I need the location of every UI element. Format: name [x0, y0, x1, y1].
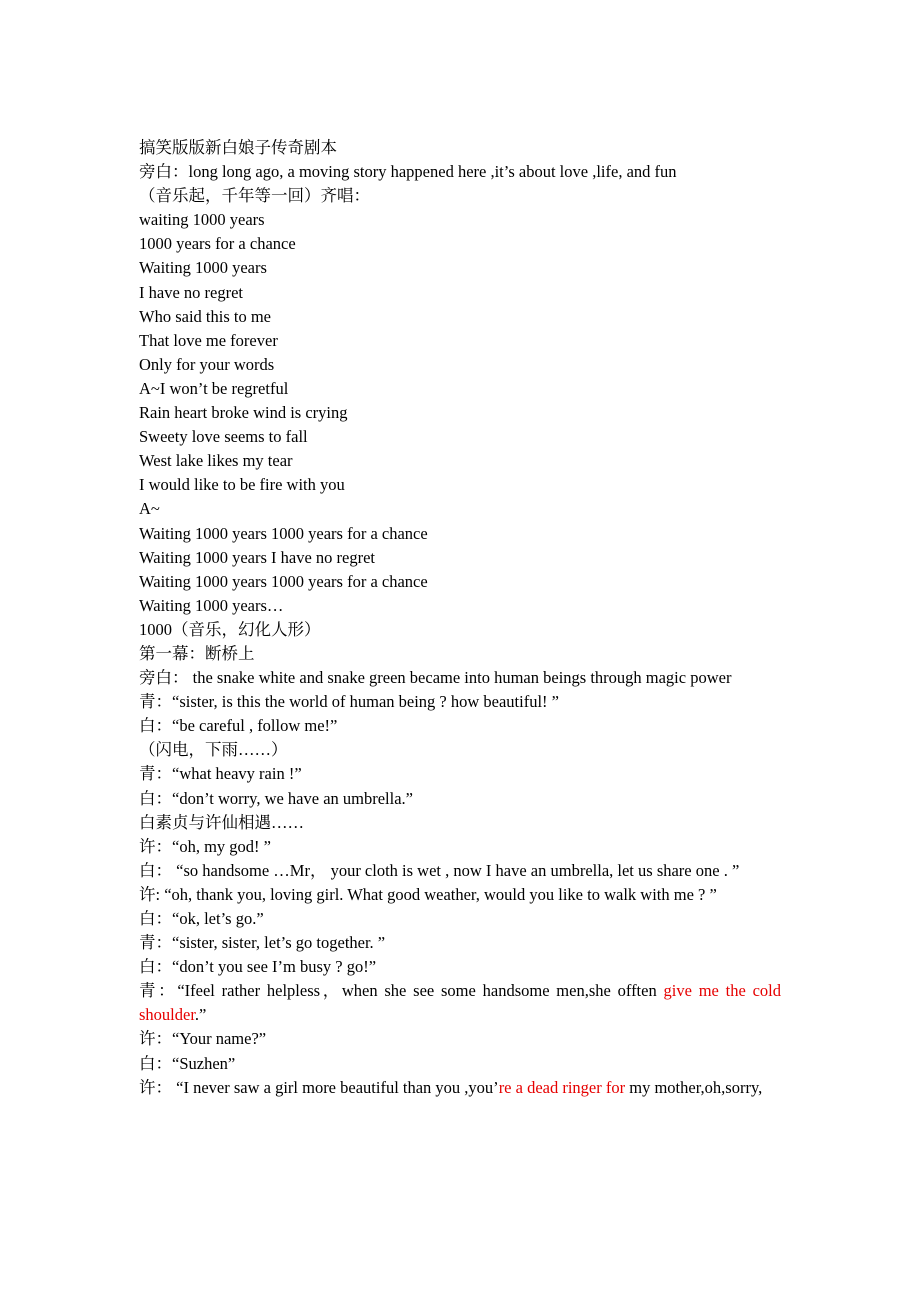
lyric-line: I have no regret	[139, 282, 243, 302]
dialogue-text: 青：“Ifeel rather helpless，when she see some handsome men,she offten	[139, 981, 664, 1001]
narration-paragraph: 旁白： the snake white and snake green became into human beings through magic power	[139, 668, 732, 688]
dialogue-text: my mother,oh,sorry,	[625, 1077, 763, 1097]
text-line: （音乐起，千年等一回）齐唱：	[139, 186, 370, 206]
lyric-line: That love me forever	[139, 330, 278, 350]
lyric-line: Waiting 1000 years…	[139, 595, 284, 615]
dialogue-line: 白：“be careful , follow me!”	[139, 716, 338, 736]
lyric-line: 1000 years for a chance	[139, 234, 296, 254]
dialogue-line: 白：“don’t you see I’m busy ? go!”	[139, 957, 377, 977]
dialogue-line: 许：“oh, my god! ”	[139, 836, 271, 856]
dialogue-text: 许： “I never saw a girl more beautiful than you ,you’	[139, 1077, 499, 1097]
document-title: 搞笑版版新白娘子传奇剧本	[139, 138, 337, 157]
dialogue-line: 青：“what heavy rain !”	[139, 764, 302, 784]
highlighted-phrase: re a dead ringer for	[498, 1077, 626, 1097]
text-line: 1000（音乐，幻化人形）	[139, 619, 321, 639]
text-line: 旁白：long long ago, a moving story happened here ,it’s about love ,life, and fun	[139, 162, 677, 182]
lyric-line: West lake likes my tear	[139, 451, 293, 471]
dialogue-line: 青：“sister, sister, let’s go together. ”	[139, 933, 386, 953]
lyric-line: Only for your words	[139, 354, 275, 374]
lyric-line: Sweety love seems to fall	[139, 427, 308, 447]
dialogue-line: 青：“sister, is this the world of human being ? how beautiful! ”	[139, 692, 560, 712]
lyric-line: A~I won’t be regretful	[139, 378, 289, 398]
dialogue-paragraph	[139, 1076, 781, 1100]
dialogue-text: .”	[194, 1005, 207, 1025]
stage-direction: 白素贞与许仙相遇……	[139, 812, 304, 832]
lyric-line: Waiting 1000 years 1000 years for a chance	[139, 571, 428, 591]
dialogue-line: 许: “oh, thank you, loving girl. What good weather, would you like to walk with me ? ”	[139, 884, 717, 904]
lyric-line: Waiting 1000 years	[139, 258, 267, 278]
stage-direction: （闪电，下雨……）	[139, 740, 288, 760]
lyric-line: waiting 1000 years	[139, 210, 265, 230]
dialogue-paragraph	[139, 979, 781, 1027]
lyric-line: Who said this to me	[139, 306, 271, 326]
dialogue-line: 白：“don’t worry, we have an umbrella.”	[139, 788, 413, 808]
lyric-line: Rain heart broke wind is crying	[139, 403, 348, 423]
highlighted-phrase: give me the cold shoulder	[139, 981, 781, 1025]
scene-heading: 第一幕：断桥上	[139, 643, 255, 663]
lyric-line: A~	[139, 499, 160, 519]
lyric-line: Waiting 1000 years I have no regret	[139, 547, 376, 567]
lyric-line: Waiting 1000 years 1000 years for a chance	[139, 523, 428, 543]
dialogue-line: 许：“Your name?”	[139, 1029, 267, 1049]
document-page	[139, 136, 781, 1100]
dialogue-line: 白：“ok, let’s go.”	[139, 909, 264, 928]
lyric-line: I would like to be fire with you	[139, 475, 345, 495]
dialogue-line: 白：“Suzhen”	[139, 1053, 236, 1073]
dialogue-paragraph: 白： “so handsome …Mr， your cloth is wet , now I have an umbrella, let us share one . ”	[139, 860, 740, 880]
